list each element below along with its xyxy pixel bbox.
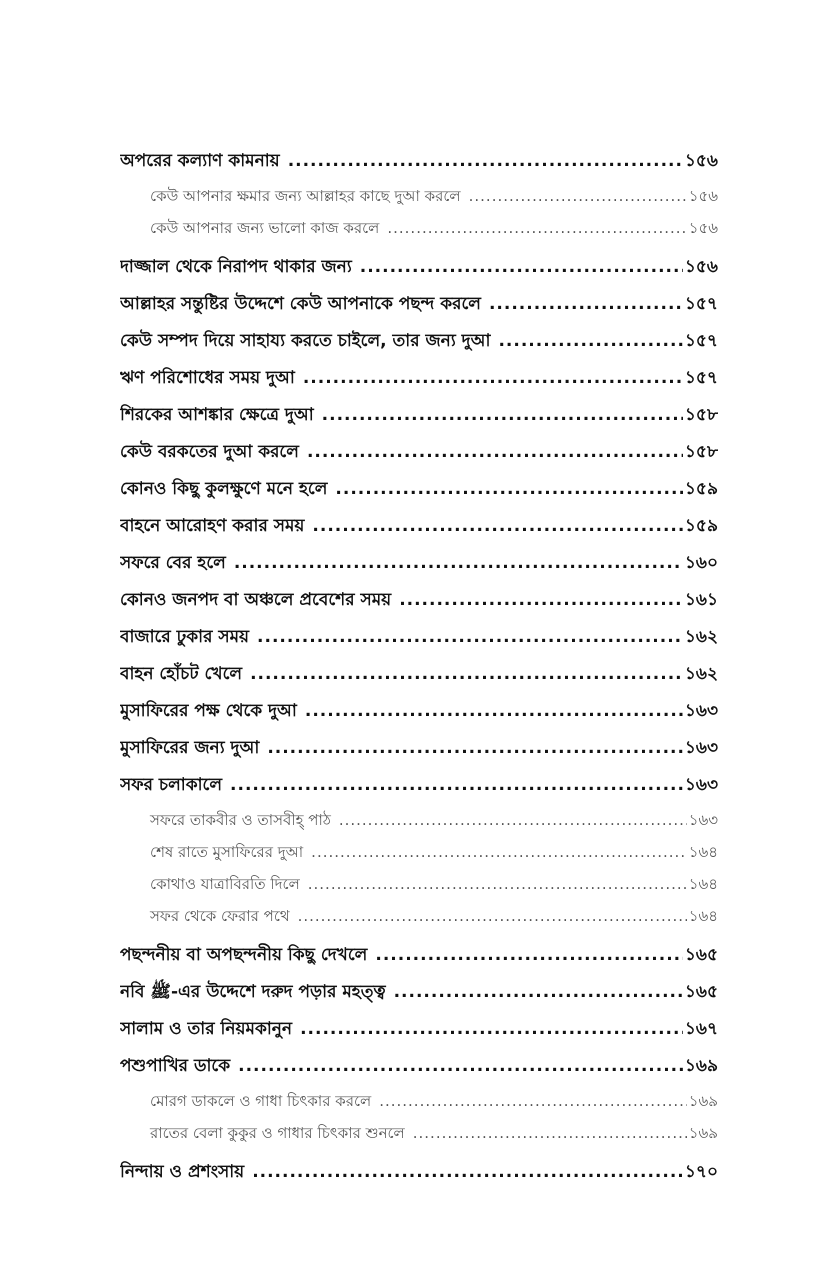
toc-subentry (120, 1122, 718, 1154)
table-of-contents (120, 148, 718, 1196)
dot-leader (413, 1124, 687, 1142)
dot-leader (489, 294, 683, 314)
toc-page-number: ১৬৯ (688, 1124, 718, 1142)
toc-entry-title: কেউ আপনার ক্ষমার জন্য আল্লাহর কাছে দুআ করলে (150, 187, 461, 205)
toc-entry-title: ঋণ পরিশোধের সময় দুআ (120, 368, 295, 388)
toc-page-number: ১৬৫ (684, 945, 718, 965)
dot-leader (288, 151, 683, 171)
toc-entry-title: অপরের কল্যাণ কামনায় (120, 151, 280, 171)
toc-page-number: ১৫৬ (684, 151, 718, 171)
dot-leader (234, 553, 683, 573)
toc-entry-title: রাতের বেলা কুকুর ও গাধার চিৎকার শুনলে (150, 1124, 405, 1142)
toc-entry (120, 624, 718, 661)
toc-entry-title: সফরে বের হলে (120, 553, 226, 573)
toc-subentry (120, 841, 718, 873)
dot-leader (311, 843, 687, 861)
dot-leader (322, 405, 683, 425)
toc-entry-title: বাহনে আরোহণ করার সময় (120, 516, 305, 536)
toc-page-number: ১৬৪ (688, 843, 718, 861)
dot-leader (308, 875, 687, 893)
toc-entry (120, 513, 718, 550)
toc-subentry (120, 809, 718, 841)
toc-page-number: ১৬৩ (684, 775, 718, 795)
toc-entry-title: কোনও জনপদ বা অঞ্চলে প্রবেশের সময় (120, 590, 392, 610)
toc-page-number: ১৫৬ (684, 257, 718, 277)
toc-subentry (120, 217, 718, 249)
toc-page-number: ১৫৭ (684, 331, 718, 351)
toc-entry (120, 587, 718, 624)
toc-entry-title: কোনও কিছু কুলক্ষুণে মনে হলে (120, 479, 328, 499)
dot-leader (394, 982, 683, 1002)
toc-page-number: ১৬৩ (684, 701, 718, 721)
dot-leader (238, 1056, 683, 1076)
dot-leader (469, 187, 687, 205)
toc-page-number: ১৫৮ (684, 405, 718, 425)
toc-entry-title: নিন্দায় ও প্রশংসায় (120, 1162, 245, 1182)
toc-entry (120, 328, 718, 365)
toc-page-number: ১৬১ (684, 590, 718, 610)
toc-entry-title: মুসাফিরের জন্য দুআ (120, 738, 260, 758)
toc-entry-title: দাজ্জাল থেকে নিরাপদ থাকার জন্য (120, 257, 352, 277)
toc-entry (120, 1016, 718, 1053)
toc-page-number: ১৫৯ (684, 516, 718, 536)
dot-leader (399, 590, 683, 610)
toc-page-number: ১৬৯ (688, 1092, 718, 1110)
toc-entry-title: শেষ রাতে মুসাফিরের দুআ (150, 843, 304, 861)
toc-subentry (120, 873, 718, 905)
toc-entry (120, 476, 718, 513)
dot-leader (379, 1092, 687, 1110)
toc-page-number: ১৬৩ (684, 738, 718, 758)
toc-entry-title: সফরে তাকবীর ও তাসবীহ্ পাঠ (150, 811, 331, 829)
toc-entry-title: মোরগ ডাকলে ও গাধা চিৎকার করলে (150, 1092, 372, 1110)
toc-entry-title: কেউ বরকতের দুআ করলে (120, 442, 299, 462)
toc-subentry (120, 1090, 718, 1122)
dot-leader (267, 738, 683, 758)
toc-entry-title: পশুপাখির ডাকে (120, 1056, 231, 1076)
toc-entry (120, 661, 718, 698)
toc-entry (120, 735, 718, 772)
dot-leader (387, 219, 686, 237)
toc-entry (120, 148, 718, 185)
toc-entry-title: শিরকের আশঙ্কার ক্ষেত্রে দুআ (120, 405, 314, 425)
toc-entry (120, 979, 718, 1016)
toc-entry (120, 254, 718, 291)
dot-leader (252, 1162, 683, 1182)
dot-leader (335, 479, 683, 499)
toc-page-number: ১৭০ (684, 1162, 718, 1182)
toc-entry (120, 1053, 718, 1090)
toc-page-number: ১৫৬ (688, 187, 718, 205)
toc-entry (120, 365, 718, 402)
toc-entry-title: সফর থেকে ফেরার পথে (150, 907, 290, 925)
toc-page-number: ১৬৭ (684, 1019, 718, 1039)
toc-page-number: ১৬৪ (688, 907, 718, 925)
dot-leader (300, 1019, 683, 1039)
toc-entry-title: মুসাফিরের পক্ষ থেকে দুআ (120, 701, 297, 721)
toc-page-number: ১৫৬ (688, 219, 718, 237)
toc-entry-title: বাহন হোঁচট খেলে (120, 664, 243, 684)
toc-entry (120, 942, 718, 979)
toc-entry-title: সফর চলাকালে (120, 775, 223, 795)
toc-entry (120, 698, 718, 735)
toc-entry-title: আল্লাহর সন্তুষ্টির উদ্দেশে কেউ আপনাকে পছন্দ করলে (120, 294, 481, 314)
toc-page-number: ১৬৫ (684, 982, 718, 1002)
toc-subentry (120, 905, 718, 937)
dot-leader (498, 331, 682, 351)
toc-page-number: ১৫৯ (684, 479, 718, 499)
toc-entry-title: কোথাও যাত্রাবিরতি দিলে (150, 875, 300, 893)
toc-page-number: ১৬৩ (688, 811, 718, 829)
toc-page-number: ১৬৯ (684, 1056, 718, 1076)
dot-leader (339, 811, 687, 829)
dot-leader (257, 627, 683, 647)
toc-page-number: ১৫৭ (684, 294, 718, 314)
dot-leader (360, 257, 683, 277)
dot-leader (303, 368, 683, 388)
dot-leader (298, 907, 687, 925)
dot-leader (230, 775, 683, 795)
dot-leader (307, 442, 683, 462)
toc-entry-title: কেউ সম্পদ দিয়ে সাহায্য করতে চাইলে, তার জন্য দুআ (120, 331, 491, 351)
dot-leader (375, 945, 683, 965)
toc-page-number: ১৬২ (684, 627, 718, 647)
toc-entry-title: সালাম ও তার নিয়মকানুন (120, 1019, 293, 1039)
toc-entry (120, 772, 718, 809)
dot-leader (305, 701, 683, 721)
toc-page-number: ১৬৪ (688, 875, 718, 893)
toc-subentry (120, 185, 718, 217)
toc-entry (120, 550, 718, 587)
toc-entry-title: বাজারে ঢুকার সময় (120, 627, 250, 647)
toc-entry (120, 1159, 718, 1196)
toc-entry (120, 439, 718, 476)
toc-entry (120, 402, 718, 439)
toc-entry-title: কেউ আপনার জন্য ভালো কাজ করলে (150, 219, 380, 237)
toc-entry (120, 291, 718, 328)
toc-entry-title: নবি ﷺ-এর উদ্দেশে দরুদ পড়ার মহত্ত্ব (120, 982, 386, 1002)
toc-page-number: ১৫৮ (684, 442, 718, 462)
toc-page-number: ১৬০ (684, 553, 718, 573)
toc-page-number: ১৬২ (684, 664, 718, 684)
toc-page-number: ১৫৭ (684, 368, 718, 388)
dot-leader (250, 664, 683, 684)
toc-entry-title: পছন্দনীয় বা অপছন্দনীয় কিছু দেখলে (120, 945, 368, 965)
dot-leader (312, 516, 682, 536)
